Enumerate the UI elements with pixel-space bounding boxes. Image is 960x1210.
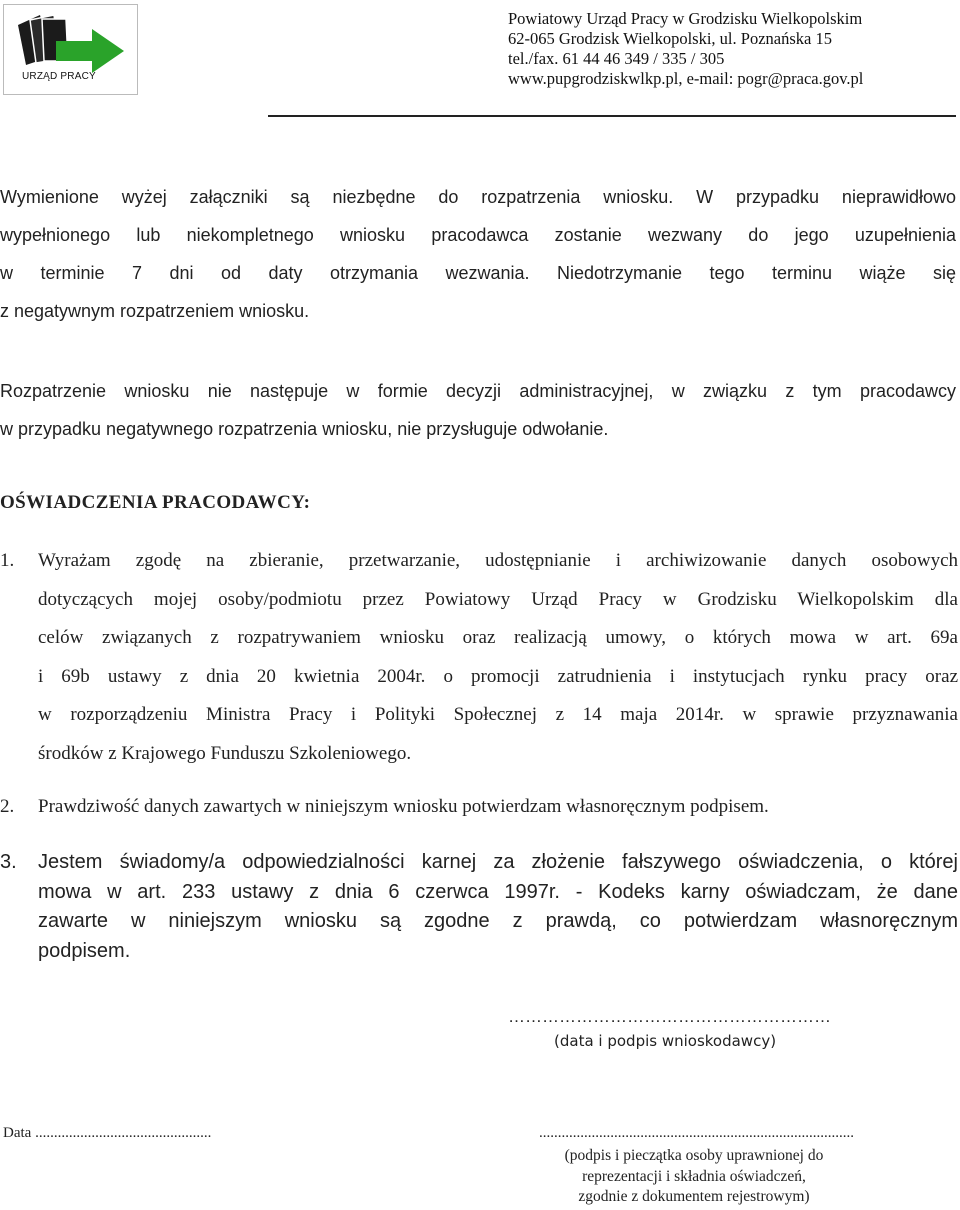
date-field[interactable]: Data ............................................... [3,1125,212,1141]
paragraph-line: Rozpatrzenie wniosku nie następuje w formie decyzji administracyjnej, w związku z tym pracodawcy [0,381,956,401]
paragraph-line: w przypadku negatywnego rozpatrzenia wniosku, nie przysługuje odwołanie. [0,419,609,439]
office-name: Powiatowy Urząd Pracy w Grodzisku Wielkopolskim [508,9,863,28]
statement-line: podpisem. [38,939,131,962]
statement-line: Wyrażam zgodę na zbieranie, przetwarzanie, udostępnianie i archiwizowanie danych osobowych [38,550,958,571]
statement-line: i 69b ustawy z dnia 20 kwietnia 2004r. o promocji zatrudnienia i instytucjach rynku pracy oraz [38,665,958,687]
no-appeal-paragraph [0,372,956,448]
office-address: 62-065 Grodzisk Wielkopolski, ul. Poznańska 15 [508,29,832,48]
statement-line: mowa w art. 233 ustawy z dnia 6 czerwca 1997r. - Kodeks karny oświadczam, że dane [38,880,958,903]
statement-number: 3. [0,851,17,873]
statement-number: 2. [0,796,15,817]
office-phone: tel./fax. 61 44 46 349 / 335 / 305 [508,49,725,68]
office-web-email: www.pupgrodziskwlkp.pl, e-mail: pogr@praca.gov.pl [508,69,864,88]
paragraph-line: w terminie 7 dni od daty otrzymania wezwania. Niedotrzymanie tego terminu wiąże się [0,263,956,283]
logo-text: URZĄD PRACY [22,71,96,82]
statement-number: 1. [0,550,15,571]
authorized-signature-caption [529,1146,859,1208]
paragraph-line: Wymienione wyżej załączniki są niezbędne do rozpatrzenia wniosku. W przypadku nieprawidłowo [0,187,956,207]
paragraph-line: wypełnionego lub niekompletnego wniosku pracodawca zostanie wezwany do jego uzupełnienia [0,225,956,245]
paragraph-line: z negatywnym rozpatrzeniem wniosku. [0,301,310,321]
caption-line: (podpis i pieczątka osoby uprawnionej do [564,1147,824,1164]
office-contact-block [508,9,948,89]
applicant-signature-line[interactable]: ………………………………………………… [508,1007,831,1026]
applicant-signature-caption: (data i podpis wnioskodawcy) [554,1032,777,1050]
statement-line: Prawdziwość danych zawartych w niniejszym wniosku potwierdzam własnoręcznym podpisem. [38,796,769,817]
statement-line: zawarte w niniejszym wniosku są zgodne z prawdą, co potwierdzam własnoręcznym [38,910,958,932]
section-heading: OŚWIADCZENIA PRACODAWCY: [0,492,311,513]
statement-line: Jestem świadomy/a odpowiedzialności karnej za złożenie fałszywego oświadczenia, o której [38,851,958,873]
authorized-signature-line[interactable]: .................................................................................... [539,1125,854,1141]
caption-line: zgodnie z dokumentem rejestrowym) [578,1188,810,1205]
statement-line: dotyczących mojej osoby/podmiotu przez Powiatowy Urząd Pracy w Grodzisku Wielkopolskim dla [38,588,958,610]
attachments-notice-paragraph [0,178,956,330]
statement-line: w rozporządzeniu Ministra Pracy i Polityki Społecznej z 14 maja 2014r. w sprawie przyznawania [38,704,958,725]
statement-2 [0,788,958,826]
caption-line: reprezentacji i składnia oświadczeń, [582,1167,806,1185]
header-divider [268,115,956,117]
statement-line: środków z Krajowego Funduszu Szkoleniowego. [38,742,412,764]
statement-line: celów związanych z rozpatrywaniem wniosku oraz realizacją umowy, o których mowa w art. 69a [38,627,958,648]
urzad-pracy-logo [3,4,138,95]
